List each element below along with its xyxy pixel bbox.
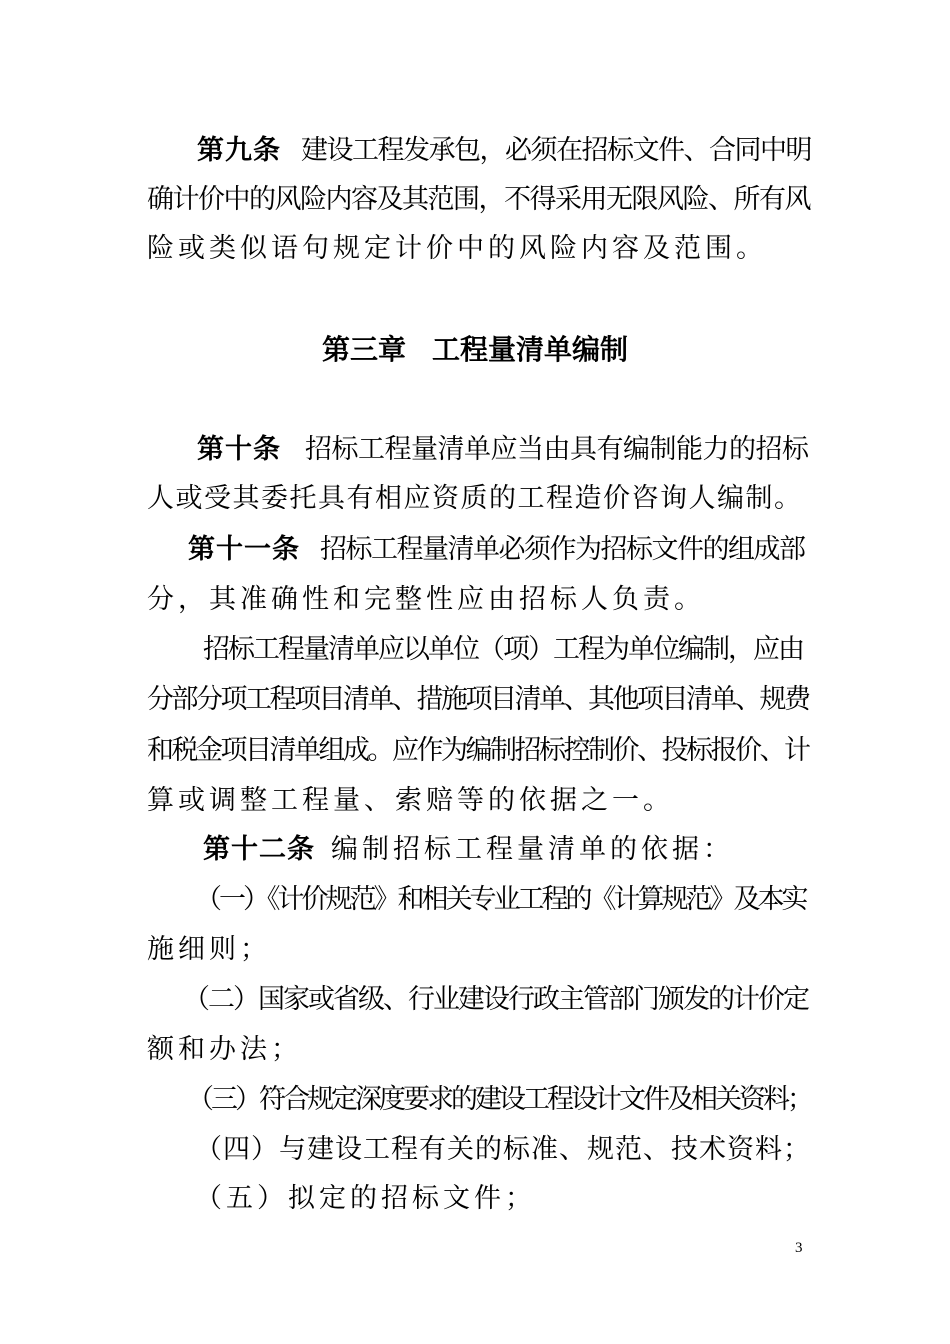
list-item-2-text-1: （二）国家或省级、行业建设行政主管部门颁发的计价定: [183, 984, 808, 1015]
article-12-intro: 编制招标工程量清单的依据：: [331, 834, 734, 865]
list-item-3-text-1: （三）符合规定深度要求的建设工程设计文件及相关资料；: [187, 1084, 811, 1115]
article-12-label: 第十二条: [203, 834, 315, 865]
chapter-number: 第三章: [321, 333, 406, 366]
list-item-1-text-1: （一）《计价规范》和相关专业工程的《计算规范》及本实: [195, 884, 806, 915]
article-9-text-1: 建设工程发承包，必须在招标文件、合同中明: [301, 135, 811, 166]
list-item-2-text-2: 额和办法；: [147, 1034, 302, 1065]
article-9-label: 第九条: [197, 135, 281, 166]
list-item-1-text-2: 施细则；: [147, 934, 271, 965]
article-10-label: 第十条: [197, 434, 281, 465]
article-11-label: 第十一条: [188, 534, 300, 565]
article-11-para2-text-1: 招标工程量清单应以单位（项）工程为单位编制，应由: [203, 634, 803, 665]
article-10-text-1: 招标工程量清单应当由具有编制能力的招标: [305, 434, 809, 465]
article-10-text-2: 人或受其委托具有相应资质的工程造价咨询人编制。: [147, 483, 803, 514]
article-9-text-2: 确计价中的风险内容及其范围，不得采用无限风险、所有风: [147, 184, 810, 215]
page-number: 3: [795, 1240, 803, 1256]
list-item-4-text-1: （四）与建设工程有关的标准、规范、技术资料；: [195, 1134, 811, 1165]
article-11-para2-text-2: 分部分项工程项目清单、措施项目清单、其他项目清单、规费: [147, 684, 809, 715]
chapter-title: 工程量清单编制: [432, 333, 629, 366]
chapter-heading: [0, 332, 950, 368]
article-11-text-1: 招标工程量清单必须作为招标文件的组成部: [320, 534, 805, 565]
list-item-5-text-1: （五）拟定的招标文件；: [195, 1183, 536, 1214]
article-9-text-3: 险或类似语句规定计价中的风险内容及范围。: [147, 233, 767, 264]
article-11-text-2: 分，其准确性和完整性应由招标人负责。: [147, 584, 705, 615]
article-11-para2-text-4: 算或调整工程量、索赔等的依据之一。: [147, 785, 674, 816]
article-11-para2-text-3: 和税金项目清单组成。应作为编制招标控制价、投标报价、计: [147, 735, 809, 766]
